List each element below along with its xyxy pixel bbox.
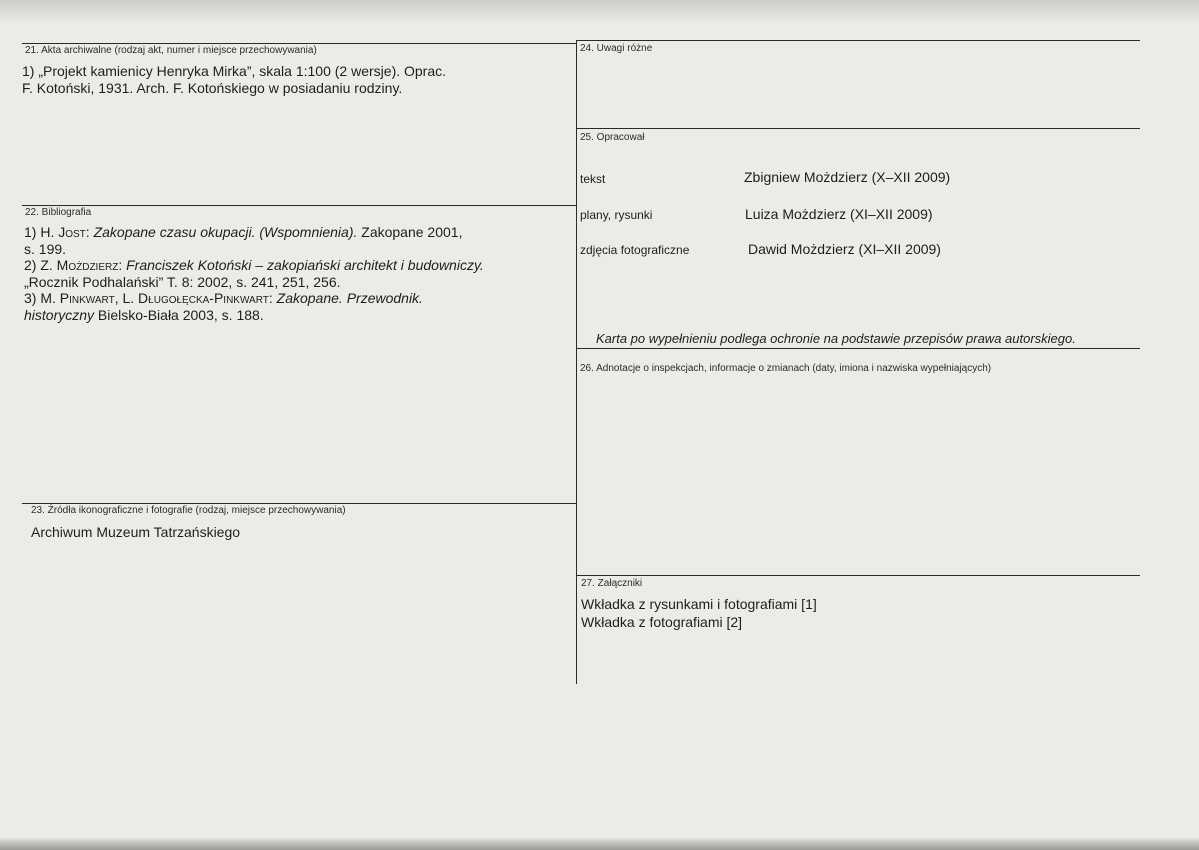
bib-3-cont-rest: Bielsko-Biała 2003, s. 188.: [94, 306, 264, 323]
bib-2-num: 2) Z.: [24, 257, 57, 273]
section-23-label: 23. Źródła ikonograficzne i fotografie (rodzaj, miejsce przechowywania): [31, 505, 346, 516]
bib-3-author: Pinkwart: [59, 290, 115, 306]
rule-25-top: [576, 128, 1140, 129]
rule-26-top: [576, 348, 1140, 349]
bibliography-list: [24, 224, 484, 323]
bib-entry-1-cont: s. 199.: [24, 240, 67, 257]
bib-entry-3-cont: [24, 307, 484, 324]
section-23-value: Archiwum Muzeum Tatrzańskiego: [31, 524, 241, 540]
bib-2-author: Możdzierz: [56, 257, 119, 273]
attachment-2: Wkładka z fotografiami [2]: [581, 614, 743, 630]
column-divider: [576, 40, 577, 684]
bib-3-title: Zakopane. Przewodnik.: [276, 290, 423, 306]
rule-22-top: [22, 205, 576, 206]
copyright-note: [596, 331, 1076, 348]
rule-top-right: [576, 40, 1140, 41]
copyright-note-text: Karta po wypełnieniu podlega ochronie na podstawie przepisów prawa autorskiego.: [596, 331, 1076, 346]
bib-1-rest: Zakopane 2001,: [357, 224, 463, 240]
bib-3-num: 3) M.: [24, 290, 60, 306]
section-24-label: 24. Uwagi różne: [580, 43, 653, 54]
section-25-label: 25. Opracował: [580, 132, 645, 143]
author-role-text: tekst: [580, 172, 606, 186]
rule-27-top: [576, 575, 1140, 576]
bib-1-num: 1) H.: [24, 224, 59, 240]
author-name-text: Zbigniew Możdzierz (X–XII 2009): [744, 169, 951, 185]
bib-3-author2: Długołęcka-Pinkwart: [138, 290, 269, 306]
rule-top-left: [22, 43, 576, 44]
archive-line-1: 1) „Projekt kamienicy Henryka Mirka”, skala 1:100 (2 wersje). Oprac.: [22, 63, 447, 79]
attachment-1: Wkładka z rysunkami i fotografiami [1]: [581, 596, 817, 612]
bib-entry-3: [24, 290, 484, 307]
author-name-photos: Dawid Możdzierz (XI–XII 2009): [748, 241, 941, 257]
author-name-plans: Luiza Możdzierz (XI–XII 2009): [745, 206, 933, 222]
archive-line-2: F. Kotoński, 1931. Arch. F. Kotońskiego w posiadaniu rodziny.: [22, 79, 403, 96]
section-22-label: 22. Bibliografia: [25, 207, 92, 218]
bib-1-sep: :: [85, 224, 94, 240]
bib-1-author: Jost: [58, 224, 86, 240]
bib-3-mid: , L.: [114, 290, 139, 306]
bib-2-sep: :: [118, 257, 127, 273]
bib-entry-2: [24, 257, 484, 274]
bib-2-title: Franciszek Kotoński – zakopiański architekt i budowniczy.: [126, 257, 484, 273]
scan-top-edge: [0, 0, 1199, 22]
bib-1-title: Zakopane czasu okupacji. (Wspomnienia).: [93, 224, 358, 240]
bib-entry-2-cont: „Rocznik Podhalański” T. 8: 2002, s. 241, 251, 256.: [24, 273, 341, 290]
author-role-plans: plany, rysunki: [580, 208, 653, 222]
author-role-photos: zdjęcia fotograficzne: [580, 243, 690, 257]
bib-3-sep: :: [268, 290, 277, 306]
section-26-label: 26. Adnotacje o inspekcjach, informacje o zmianach (daty, imiona i nazwiska wypełniających): [580, 363, 992, 374]
attachments-list: [581, 595, 817, 631]
scan-bottom-edge: [0, 838, 1199, 850]
section-21-label: 21. Akta archiwalne (rodzaj akt, numer i miejsce przechowywania): [25, 45, 317, 56]
bib-entry-1: [24, 224, 484, 241]
bib-3-cont-italic: historyczny: [24, 306, 95, 323]
section-21-text: [22, 63, 446, 96]
rule-23-top: [22, 503, 576, 504]
section-27-label: 27. Załączniki: [581, 578, 643, 589]
